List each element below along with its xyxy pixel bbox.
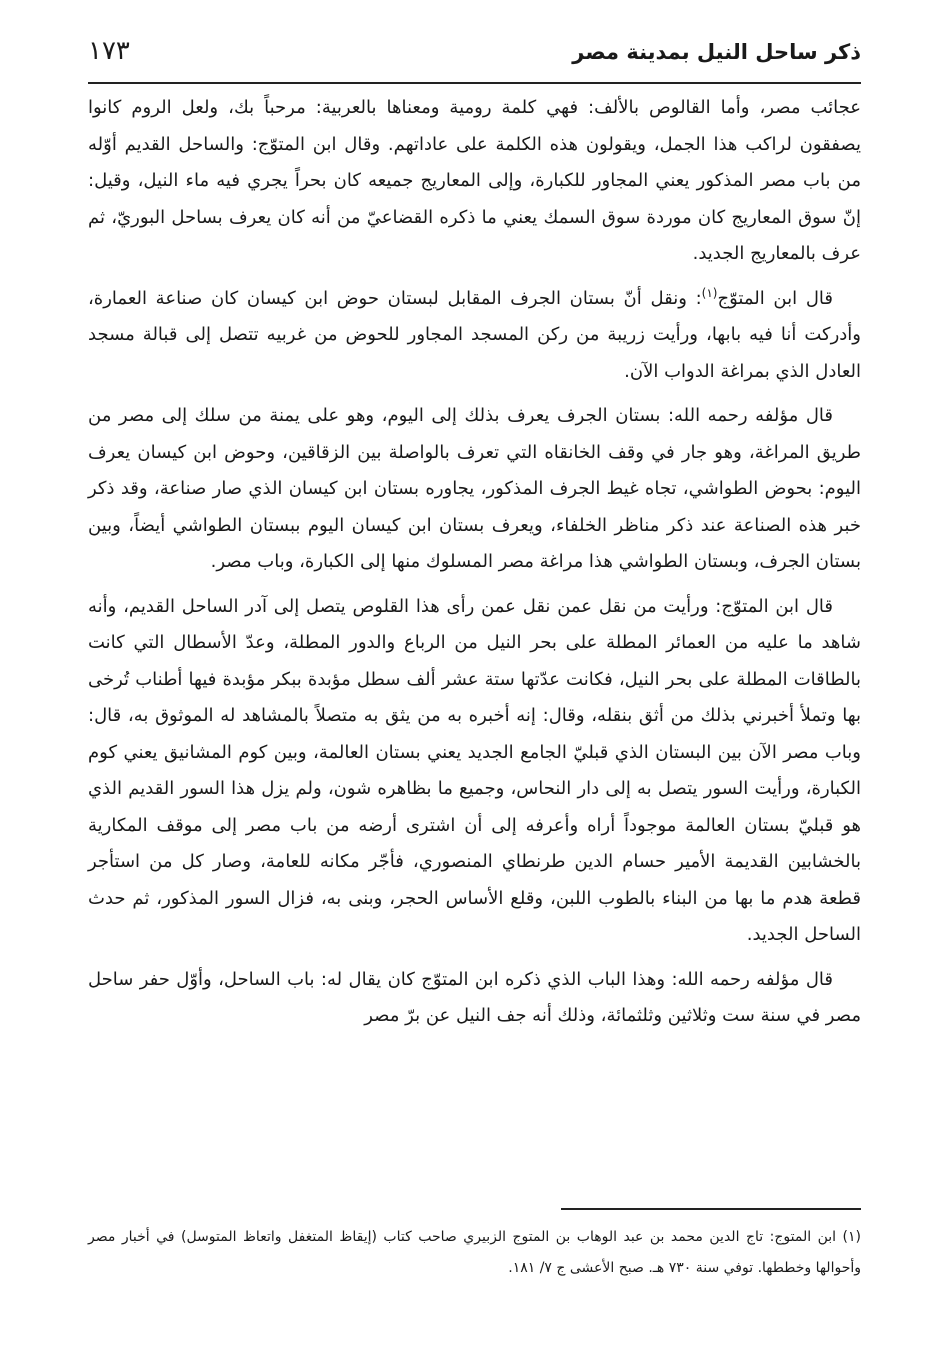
- footnote: (١) ابن المتوج: تاج الدين محمد بن عبد الوهاب بن المتوج الزبيري صاحب كتاب (إيقاظ المتغفل واتعاظ المتوسل) في أخبار مصر وأحوالها وخططها. توفي سنة ٧٣٠ هـ. صبح الأعشى ج ٧/ ١٨١.: [88, 1229, 861, 1276]
- paragraph-5: قال مؤلفه رحمه الله: وهذا الباب الذي ذكره ابن المتوّج كان يقال له: باب الساحل، وأوّل حفر ساحل مصر في سنة ست وثلاثين وثلثمائة، وذلك أنه جف النيل عن برّ مصر: [88, 968, 861, 1026]
- footnote-separator: [561, 1208, 861, 1210]
- running-title: ذكر ساحل النيل بمدينة مصر: [572, 40, 861, 64]
- paragraph-1: عجائب مصر، وأما القالوص بالألف: فهي كلمة رومية ومعناها بالعربية: مرحباً بك، ولعل الروم كانوا يصفقون لراكب هذا الجمل، ويقولون هذه الكلمة على عاداتهم. وقال ابن المتوّج: والساحل القديم أوّله من باب مصر المذكور يعني المجاور للكبارة، وإلى المعاريج جميعه كان بحراً يجري فيه ماء النيل، وقيل: إنّ سوق المعاريج كان موردة سوق السمك يعني ما ذكره القضاعيّ من أنه كان يعرف بساحل البوريّ، ثم عرف بالمعاريج الجديد.: [88, 97, 861, 264]
- main-text: [88, 90, 861, 1043]
- paragraph-2: [88, 281, 861, 391]
- paragraph-3: قال مؤلفه رحمه الله: بستان الجرف يعرف بذلك إلى اليوم، وهو على يمنة من سلك إلى مصر من طريق المراغة، وهو جار في وقف الخانقاه التي تعرف بالواصلة بين الزقاقين، وحوض ابن كيسان يعرف اليوم: بحوض الطواشي، تجاه غيط الجرف المذكور، يجاوره بستان ابن كيسان الذي صار صناعة، وقد ذكر خبر هذه الصناعة عند ذكر مناظر الخلفاء، ويعرف بستان ابن كيسان اليوم ببستان الطواشي أيضاً، وبين بستان الجرف، وبستان الطواشي هذا مراغة مصر المسلوك منها إلى الكبارة، وباب مصر.: [88, 405, 861, 572]
- paragraph-2-text: : ونقل أنّ بستان الجرف المقابل لبستان حوض ابن كيسان كان صناعة العمارة، وأدركت أنا فيه بابها، ورأيت زريبة من ركن المسجد المجاور للحوض من غربيه تتصل إلى قبالة مسجد العادل الذي بمراغة الدواب الآن.: [88, 287, 861, 382]
- paragraph-2-lead: قال ابن المتوّج: [717, 287, 833, 309]
- footnote-reference[interactable]: (١): [701, 285, 718, 300]
- page-header: [88, 30, 861, 84]
- page-number: ١٧٣: [88, 36, 130, 66]
- paragraph-4: قال ابن المتوّج: ورأيت من نقل عمن نقل عمن رأى هذا القلوص يتصل إلى آدر الساحل القديم، وأنه شاهد ما عليه من العمائر المطلة على بحر النيل من الرباع والدور المطلة، وعدّ الأسطال التي كانت بالطاقات المطلة على بحر النيل، فكانت عدّتها ستة عشر ألف سطل مؤبدة ببكر مؤبدة فيها أطناب تُرخى بها وتملأ أخبرني بذلك من أثق بنقله، وقال: إنه أخبره به من يثق به متصلاً بالمشاهد له الموثوق به، قال: وباب مصر الآن بين البستان الذي قبليّ الجامع الجديد يعني بستان العالمة، وبين كوم المشانيق يعني كوم الكبارة، ورأيت السور يتصل به إلى دار النحاس، وجميع ما بظاهره شون، ولم يزل هذا السور القديم الذي هو قبليّ بستان العالمة موجوداً أراه وأعرفه إلى أن اشترى أرضه من باب مصر إلى موقف المكارية بالخشابين القديمة الأمير حسام الدين طرنطاي المنصوري، فأجّر مكانه للعامة، وصار كل من استأجر قطعة هدم ما بها من البناء بالطوب اللبن، وقلع الأساس الحجر، وبنى به، فزال السور المذكور، ثم حدث الساحل الجديد.: [88, 595, 861, 945]
